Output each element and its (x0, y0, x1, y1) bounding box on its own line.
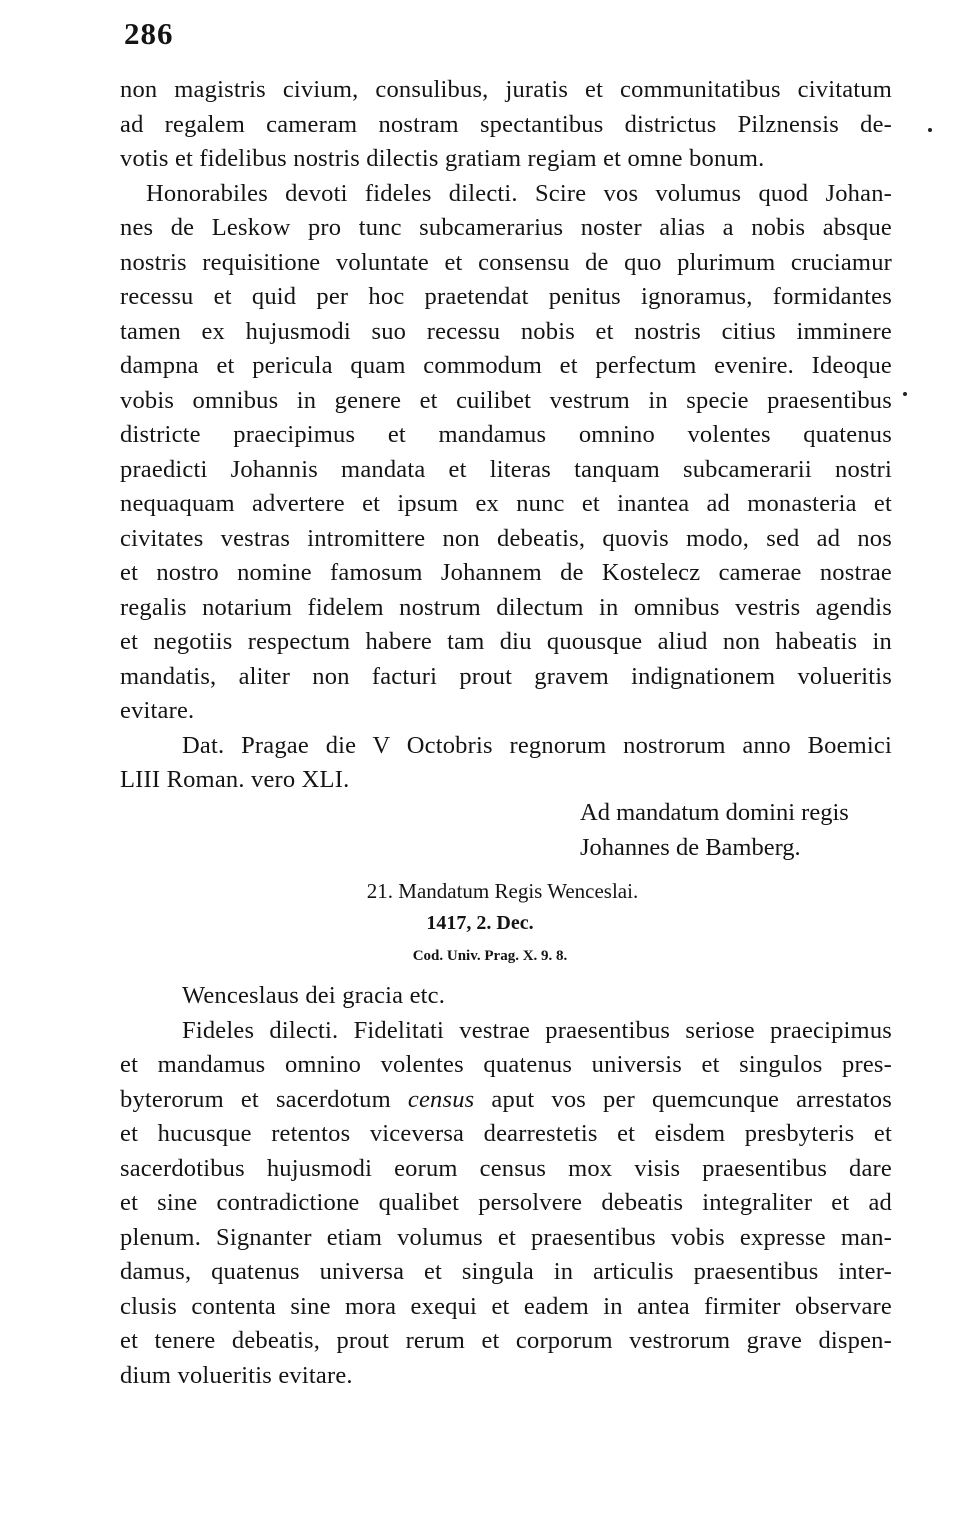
text-line: mandatis, aliter non facturi prout gravem indignationem volueritis (120, 662, 892, 690)
text-line: et mandamus omnino volentes quatenus universis et singulos pres- (120, 1051, 892, 1078)
signature-block (580, 795, 849, 865)
text-line-with-emphasis (120, 1083, 892, 1118)
text-line: et hucusque retentos viceversa dearrestetis et eisdem presbyteris et (120, 1120, 892, 1147)
text-line: nes de Leskow pro tunc subcamerarius noster alias a nobis absque (120, 214, 892, 241)
salutation: Wenceslaus dei gracia etc. (182, 982, 446, 1009)
text-line: clusis contenta sine mora exequi et eadem in antea firmiter observare (120, 1292, 892, 1320)
text-line: districte praecipimus et mandamus omnino volentes quatenus (120, 421, 892, 448)
text-line: et nostro nomine famosum Johannem de Kostelecz camerae nostrae (120, 559, 892, 586)
signature-line: Johannes de Bamberg. (580, 834, 801, 861)
letter-2-body (120, 979, 892, 1393)
text-line: et tenere debeatis, prout rerum et corporum vestrorum grave dispen- (120, 1327, 892, 1354)
text-line: nostris requisitione voluntate et consensu de quo plurimum cruciamur (120, 248, 892, 276)
text-segment: byterorum et sacerdotum (120, 1085, 408, 1113)
text-line: tamen ex hujusmodi suo recessu nobis et nostris citius imminere (120, 317, 892, 345)
text-line: votis et fidelibus nostris dilectis gratiam regiam et omne bonum. (120, 145, 765, 172)
text-line: sacerdotibus hujusmodi eorum census mox visis praesentibus dare (120, 1154, 892, 1182)
margin-mark (928, 128, 932, 132)
text-line: et negotiis respectum habere tam diu quousque aliud non habeatis in (120, 628, 892, 655)
text-line: praedicti Johannis mandata et literas tanquam subcamerarii nostri (120, 455, 892, 483)
document-date: 1417, 2. Dec. (426, 912, 534, 934)
dating-clause: LIII Roman. vero XLI. (120, 766, 350, 793)
text-line: dampna et pericula quam commodum et perfectum evenire. Ideoque (120, 352, 892, 379)
text-line: Honorabiles devoti fideles dilecti. Scire vos volumus quod Johan- (146, 179, 892, 207)
letter-1-body (120, 73, 892, 798)
text-line: recessu et quid per hoc praetendat penitus ignoramus, formidantes (120, 283, 892, 310)
text-line: non magistris civium, consulibus, juratis et communitatibus civitatum (120, 76, 892, 103)
signature-line: Ad mandatum domini regis (580, 799, 849, 826)
dating-clause: Dat. Pragae die V Octobris regnorum nostrorum anno Boemici (182, 731, 892, 759)
page-number: 286 (124, 16, 174, 51)
text-line: et sine contradictione qualibet persolvere debeatis integraliter et ad (120, 1189, 892, 1216)
text-segment: aput vos per quemcunque arrestatos (474, 1085, 892, 1113)
text-line: evitare. (120, 697, 195, 724)
text-line: regalis notarium fidelem nostrum dilectum in omnibus vestris agendis (120, 593, 892, 621)
text-line: nequaquam advertere et ipsum ex nunc et inantea ad monasteria et (120, 490, 892, 517)
text-line: Fideles dilecti. Fidelitati vestrae praesentibus seriose praecipimus (182, 1016, 892, 1044)
text-line: vobis omnibus in genere et cuilibet vestrum in specie praesentibus (120, 386, 892, 414)
text-line: dium volueritis evitare. (120, 1361, 353, 1389)
text-line: ad regalem cameram nostram spectantibus districtus Pilznensis de- (120, 110, 892, 138)
text-line: damus, quatenus universa et singula in articulis praesentibus inter- (120, 1258, 892, 1285)
emphasized-word: census (407, 1085, 475, 1113)
margin-mark (903, 392, 907, 396)
source-reference: Cod. Univ. Prag. X. 9. 8. (412, 948, 568, 964)
text-line: civitates vestras intromittere non debeatis, quovis modo, sed ad nos (120, 524, 892, 552)
text-line: plenum. Signanter etiam volumus et praesentibus vobis expresse man- (120, 1223, 892, 1251)
document-heading: 21. Mandatum Regis Wenceslai. (366, 879, 639, 903)
